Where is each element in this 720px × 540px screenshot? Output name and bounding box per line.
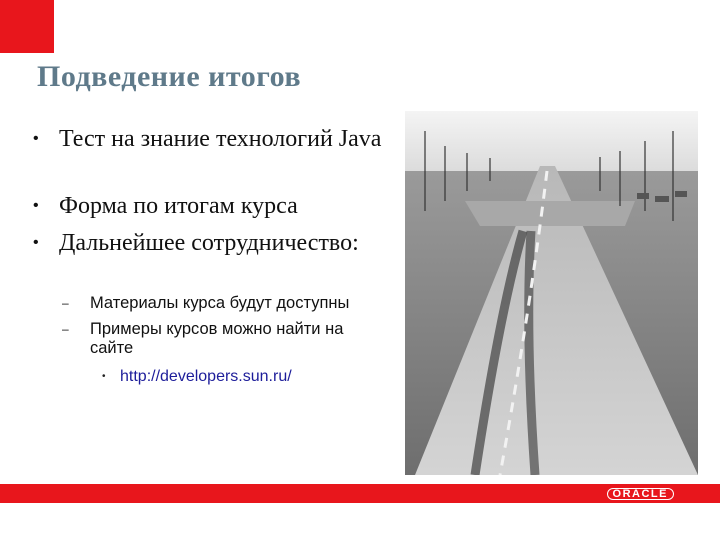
sub-bullet-text: Примеры курсов можно найти на сайте <box>90 320 344 357</box>
bullet-item <box>33 193 389 220</box>
bullet-item <box>33 126 389 153</box>
dash-icon: – <box>62 322 69 336</box>
bullet-text: Дальнейшее сотрудничество: <box>59 230 359 256</box>
road-photo <box>405 111 698 475</box>
developers-link[interactable]: http://developers.sun.ru/ <box>120 368 292 385</box>
sub-bullet-item <box>62 320 390 358</box>
bullet-dot-icon: • <box>33 197 39 214</box>
bullet-text: Тест на знание технологий Java <box>59 126 382 152</box>
slide-title: Подведение итогов <box>37 60 302 93</box>
bullet-dot-icon: • <box>102 371 106 382</box>
bullet-dot-icon: • <box>33 234 39 251</box>
dash-icon: – <box>62 296 69 310</box>
bullet-text: Форма по итогам курса <box>59 193 298 219</box>
oracle-logo: ORACLE <box>607 488 674 500</box>
bullet-dot-icon: • <box>33 130 39 147</box>
link-item <box>102 367 292 386</box>
sub-bullet-text: Материалы курса будут доступны <box>90 294 350 312</box>
corner-accent-block <box>0 0 54 53</box>
bullet-item <box>33 230 389 257</box>
sub-bullet-item <box>62 294 390 313</box>
